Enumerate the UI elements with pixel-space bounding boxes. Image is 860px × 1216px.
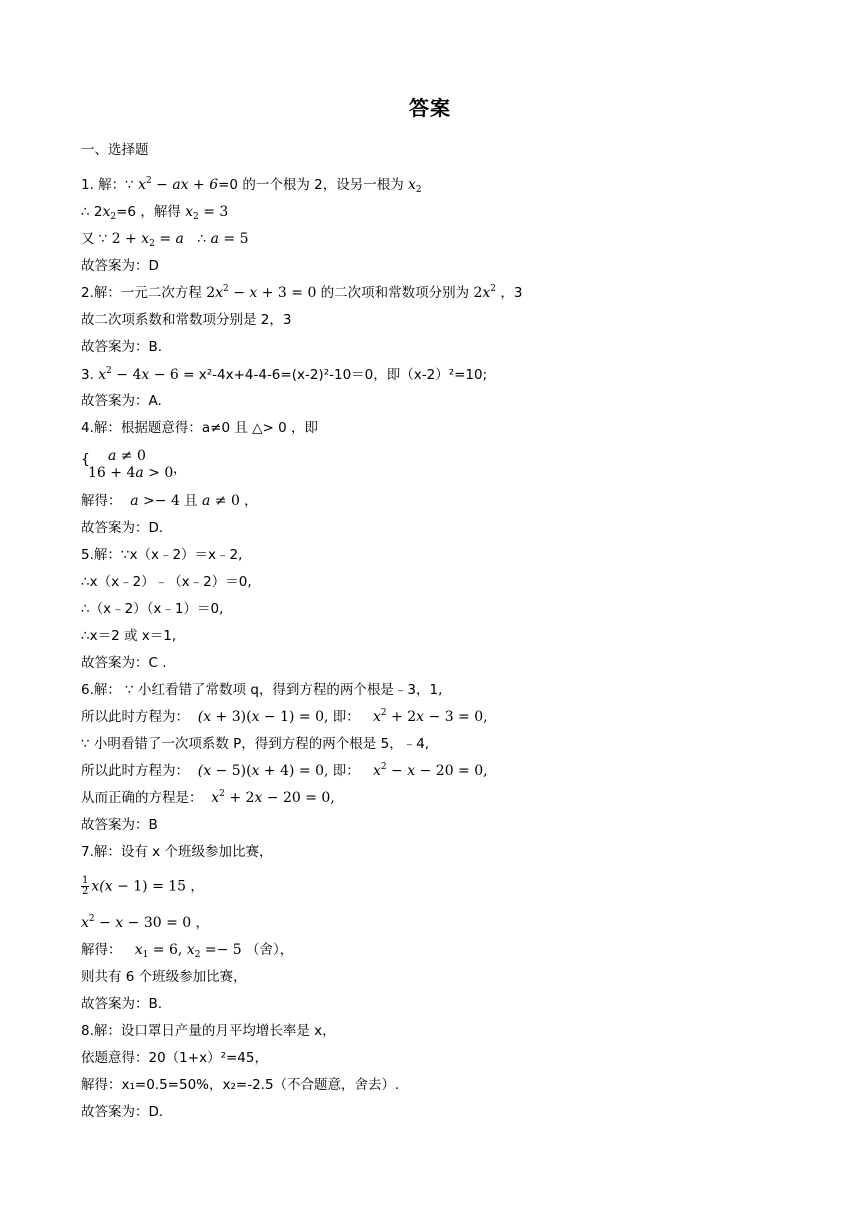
- q1-root-symbol: $x_2$: [408, 177, 422, 195]
- q4-line-1: 4.解：根据题意得：a≠0 且 △> 0 ，即: [81, 420, 319, 436]
- q4-answer: 故答案为：D.: [81, 520, 164, 536]
- q5-line-1: 5.解：∵x（x﹣2）＝x﹣2,: [81, 547, 243, 563]
- q6-line-1: 6.解： ∵ 小红看错了常数项 q，得到方程的两个根是﹣3，1,: [81, 682, 443, 698]
- q1-answer: 故答案为：D: [81, 258, 159, 274]
- q8-answer: 故答案为：D.: [81, 1104, 164, 1120]
- q5-answer: 故答案为：C .: [81, 655, 167, 671]
- q5-line-2: ∴x（x﹣2）﹣（x﹣2）＝0,: [81, 574, 252, 590]
- q3-line-1: 3. $x^2 - 4x - 6 = x^2-4x+4-4-6=(x-2)^2-10=0$，即（x-2）²=10;: [81, 366, 488, 383]
- q7-line-1: 7.解：设有 x 个班级参加比赛，: [81, 844, 273, 860]
- q7-line-2: $\frac{1}{2}$ x(x − 1) = 15 ，: [82, 875, 204, 897]
- q6-line-4: 所以此时方程为： (x − 5)(x + 4) = 0, 即： $x^2 - x - 20 = 0$,: [81, 762, 488, 779]
- q7-answer: 故答案为：B.: [81, 996, 163, 1012]
- q6-line-2: 所以此时方程为： (x + 3)(x − 1) = 0, 即： $x^2 + 2x - 3 = 0$,: [81, 708, 488, 725]
- q6-line-3: ∵ 小明看错了一次项系数 P，得到方程的两个根是 5，﹣4,: [81, 736, 430, 752]
- q1-line-2: ∴ $2x_2=6$ ，解得 $x_2 = 3$: [81, 204, 229, 222]
- fraction-half: $\frac{1}{2}$: [82, 875, 89, 897]
- q8-line-3: 解得：x₁=0.5=50%，x₂=-2.5（不合题意，舍去）.: [81, 1077, 400, 1093]
- answer-page: 答案 一、选择题 1. 解：∵ $x^2$ − ax + 6=0 的一个根为 2，设另一根为 $x_2$ ∴ $2x_2=6$ ，解得 $x_2 = 3$ 又 ∵ $2 + x_2 = a$ ∴ a = 5 故答案为：D 2.解：一元二次方程 $2x^2 - x + 3 = 0$ 的二次项和常数项分别为 $2x^2$ ，3 故二次项系数和常数项分别是 2，3 故答案为：B. 3. $x^2 - 4x - 6 = x^2-4x+4-4-6=(x-2)^2-10=0$，即（x-2）²=10; 故答案为：A. 4.解：根据题意得：a≠0 且 △> 0 ，即 { a ≠ 0 16 + 4a > 0 ， 解得： a >− 4 且 a ≠ 0 ， 故答案为：D. 5.解：∵x（x﹣2）＝x﹣2, ∴x（x﹣2）﹣（x﹣2）＝0, ∴（x﹣2）（x﹣1）＝0, ∴x＝2 或 x＝1, 故答案为：C . 6.解： ∵ 小红看错了常数项 q，得到方程的两个根是﹣3，1, 所以此时方程为： (x + 3)(x − 1) = 0, 即： $x^2 + 2x - 3 = 0$, ∵ 小明看错了一次项系数 P，得到方程的两个根是 5，﹣4, 所以此时方程为： (x − 5)(x + 4) = 0, 即： $x^2 - x - 20 = 0$, 从而正确的方程是： $x^2 + 2x - 20 = 0$, 故答案为：B 7.解：设有 x 个班级参加比赛， $\frac{1}{2}$ x(x − 1) = 15 ， $x^2 - x - 30 = 0$ ， 解得： $x_1 = 6$, $x_2 =- 5$ （舍）， 则共有 6 个班级参加比赛， 故答案为：B. 8.解：设口罩日产量的月平均增长率是 x， 依题意得：20（1+x）²=45， 解得：x₁=0.5=50%，x₂=-2.5（不合题意，舍去）. 故答案为：D.: [0, 0, 860, 1216]
- section-heading: 一、选择题: [81, 142, 149, 158]
- q5-line-3: ∴（x﹣2）（x﹣1）＝0,: [81, 601, 224, 617]
- q5-line-4: ∴x＝2 或 x＝1,: [81, 628, 177, 644]
- q2-line-1: 2.解：一元二次方程 $2x^2 - x + 3 = 0$ 的二次项和常数项分别为 $2x^2$ ，3: [81, 284, 523, 301]
- q4-line-3: 解得： a >− 4 且 a ≠ 0 ，: [81, 493, 258, 509]
- q1-line-3: 又 ∵ $2 + x_2 = a$ ∴ a = 5: [81, 231, 249, 249]
- q8-line-1: 8.解：设口罩日产量的月平均增长率是 x，: [81, 1023, 336, 1039]
- q7-line-3: $x^2 - x - 30 = 0$ ，: [81, 914, 209, 931]
- q1-equation: $x^2$ − ax + 6: [138, 176, 219, 193]
- q1-line-1: 1. 解：∵ $x^2$ − ax + 6=0 的一个根为 2，设另一根为 $x_2$: [81, 176, 422, 195]
- q7-line-4: 解得： $x_1 = 6$, $x_2 =- 5$ （舍），: [81, 942, 294, 960]
- page-title: 答案: [409, 96, 451, 120]
- q6-answer: 故答案为：B: [81, 817, 158, 833]
- q7-line-5: 则共有 6 个班级参加比赛，: [81, 969, 247, 985]
- q3-answer: 故答案为：A.: [81, 393, 162, 409]
- q6-line-5: 从而正确的方程是： $x^2 + 2x - 20 = 0$,: [81, 789, 335, 806]
- q2-answer: 故答案为：B.: [81, 339, 163, 355]
- q2-line-2: 故二次项系数和常数项分别是 2，3: [81, 312, 292, 328]
- brace-symbol: {: [81, 452, 90, 468]
- q8-line-2: 依题意得：20（1+x）²=45，: [81, 1050, 268, 1066]
